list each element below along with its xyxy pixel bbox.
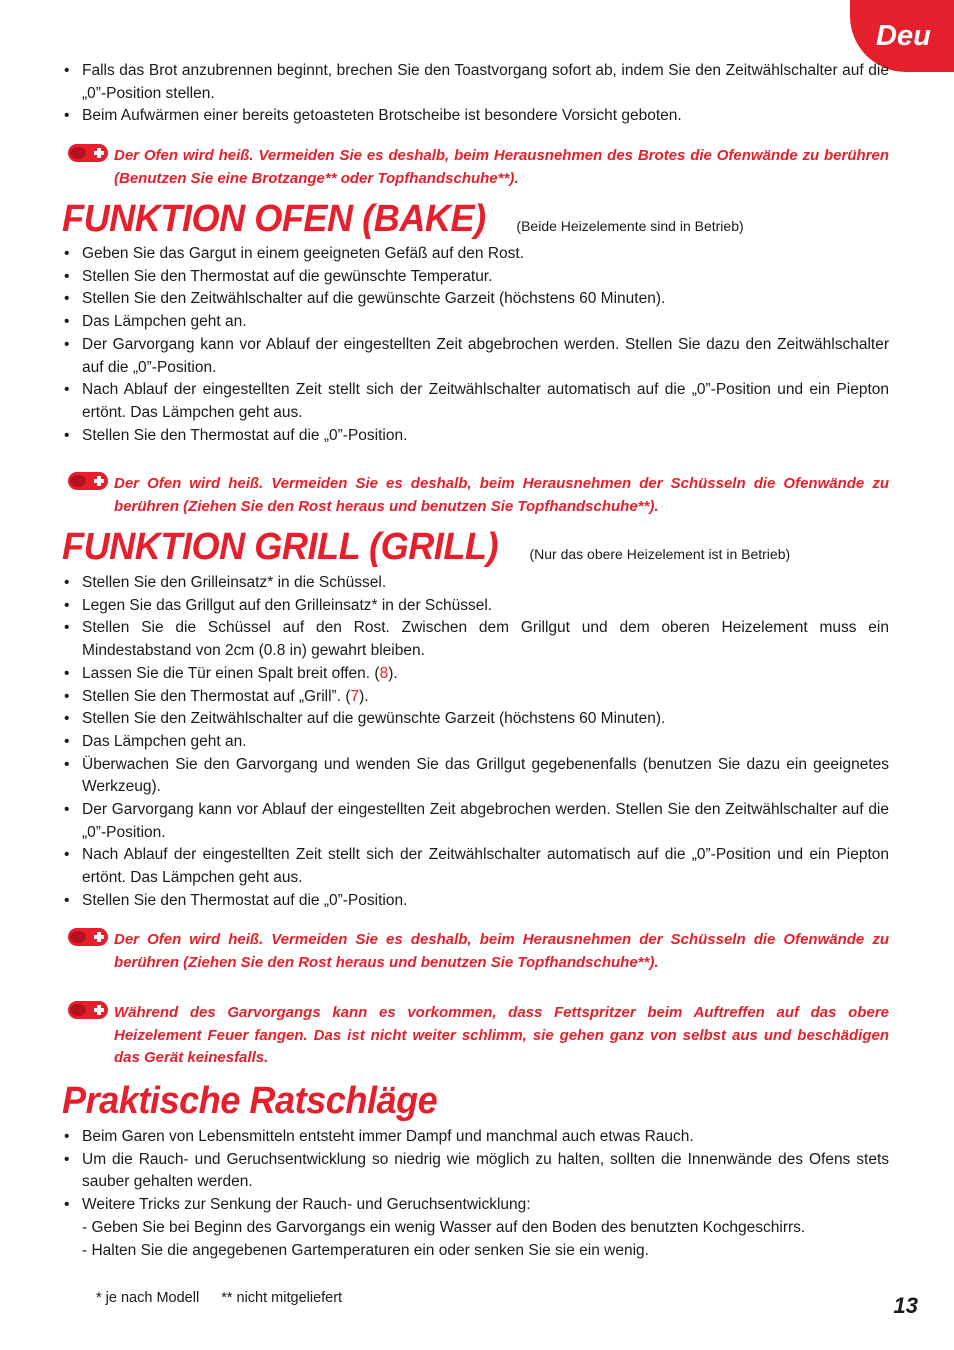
list-item: • Nach Ablauf der eingestellten Zeit stellt sich der Zeitwählschalter automatisch auf die „0”-Position und ein Piepton ertönt. Das Lämpchen geht aus.: [62, 379, 889, 424]
list-item: [62, 686, 889, 709]
list-item: [62, 1194, 889, 1262]
section-title: Praktische Ratschläge: [62, 1080, 438, 1122]
list-item: • Der Garvorgang kann vor Ablauf der eingestellten Zeit abgebrochen werden. Stellen Sie den Zeitwählschalter auf die „0”-Position.: [62, 799, 889, 844]
bake-list: [62, 243, 889, 447]
sub-item: - Geben Sie bei Beginn des Garvorgangs ein wenig Wasser auf den Boden des benutzten Kochgeschirrs.: [82, 1218, 806, 1236]
section-title: FUNKTION OFEN (BAKE): [62, 198, 486, 240]
section-heading-tips: [62, 1080, 889, 1123]
list-item: • Beim Aufwärmen einer bereits getoasteten Brotscheibe ist besondere Vorsicht geboten.: [62, 105, 889, 128]
item-text: Lassen Sie die Tür einen Spalt breit offen. (: [82, 664, 380, 682]
list-item: • Stellen Sie den Thermostat auf die „0”-Position.: [62, 425, 889, 448]
list-item: • Stellen Sie den Thermostat auf die „0”-Position.: [62, 890, 889, 913]
warning-hand-icon: [66, 998, 110, 1022]
warning-note: [62, 929, 889, 974]
list-item: • Beim Garen von Lebensmitteln entsteht immer Dampf und manchmal auch etwas Rauch.: [62, 1126, 889, 1149]
list-item: • Stellen Sie den Zeitwählschalter auf die gewünschte Garzeit (höchstens 60 Minuten).: [62, 288, 889, 311]
footnote: * je nach Modell: [96, 1290, 200, 1306]
footnote: ** nicht mitgeliefert: [221, 1290, 343, 1306]
warning-hand-icon: [66, 469, 110, 493]
list-item: • Falls das Brot anzubrennen beginnt, brechen Sie den Toastvorgang sofort ab, indem Sie den Zeitwählschalter auf die „0”-Position stellen.: [62, 60, 889, 105]
warning-hand-icon: [66, 925, 110, 949]
list-item: • Das Lämpchen geht an.: [62, 311, 889, 334]
list-item: • Geben Sie das Gargut in einem geeigneten Gefäß auf den Rost.: [62, 243, 889, 266]
warning-text: Der Ofen wird heiß. Vermeiden Sie es deshalb, beim Herausnehmen des Brotes die Ofenwände zu berühren (Benutzen Sie eine Brotzange** oder Topfhandschuhe**).: [114, 147, 889, 187]
list-item: • Um die Rauch- und Geruchsentwicklung so niedrig wie möglich zu halten, sollten die Innenwände des Ofens stets sauber gehalten werden.: [62, 1149, 889, 1194]
warning-note: [62, 1002, 889, 1070]
list-item: [62, 663, 889, 686]
warning-note: [62, 145, 889, 190]
intro-section: [62, 60, 889, 128]
figure-ref: 7: [350, 687, 360, 705]
page-number: 13: [893, 1293, 918, 1318]
section-title: FUNKTION GRILL (GRILL): [62, 526, 499, 568]
item-text: Weitere Tricks zur Senkung der Rauch- und Geruchsentwicklung:: [82, 1196, 531, 1214]
section-subtitle: (Beide Heizelemente sind in Betrieb): [516, 218, 744, 234]
list-item: • Stellen Sie den Grilleinsatz* in die Schüssel.: [62, 572, 889, 595]
list-item: • Überwachen Sie den Garvorgang und wenden Sie das Grillgut gegebenenfalls (benutzen Sie dazu ein geeignetes Werkzeug).: [62, 754, 889, 799]
list-item: • Der Garvorgang kann vor Ablauf der eingestellten Zeit abgebrochen werden. Stellen Sie dazu den Zeitwählschalter auf die „0”-Position.: [62, 334, 889, 379]
sub-item: - Halten Sie die angegebenen Gartemperaturen ein oder senken Sie sie ein wenig.: [82, 1241, 649, 1259]
list-item: • Stellen Sie die Schüssel auf den Rost. Zwischen dem Grillgut und dem oberen Heizelement muss ein Mindestabstand von 2cm (0.8 in) gewahrt bleiben.: [62, 617, 889, 662]
list-item: • Stellen Sie den Thermostat auf die gewünschte Temperatur.: [62, 266, 889, 289]
figure-ref: 8: [379, 664, 389, 682]
section-subtitle: (Nur das obere Heizelement ist in Betrieb): [529, 546, 791, 562]
footnotes: [96, 1290, 360, 1306]
warning-note: [62, 473, 889, 518]
grill-list: [62, 572, 889, 913]
warning-text: Der Ofen wird heiß. Vermeiden Sie es deshalb, beim Herausnehmen der Schüsseln die Ofenwände zu berühren (Ziehen Sie den Rost heraus und benutzen Sie Topfhandschuhe**).: [114, 931, 889, 971]
item-text-end: ).: [359, 687, 369, 705]
item-text: Stellen Sie den Thermostat auf „Grill”. (: [82, 687, 351, 705]
warning-hand-icon: [66, 141, 110, 165]
tips-list: [62, 1126, 889, 1262]
section-heading-bake: [62, 198, 889, 241]
section-heading-grill: [62, 526, 889, 569]
list-item: • Stellen Sie den Zeitwählschalter auf die gewünschte Garzeit (höchstens 60 Minuten).: [62, 708, 889, 731]
list-item: • Nach Ablauf der eingestellten Zeit stellt sich der Zeitwählschalter automatisch auf die „0”-Position und ein Piepton ertönt. Das Lämpchen geht aus.: [62, 844, 889, 889]
warning-text: Der Ofen wird heiß. Vermeiden Sie es deshalb, beim Herausnehmen der Schüsseln die Ofenwände zu berühren (Ziehen Sie den Rost heraus und benutzen Sie Topfhandschuhe**).: [114, 475, 889, 515]
language-tab: Deu: [850, 0, 954, 72]
item-text-end: ).: [388, 664, 398, 682]
warning-text: Während des Garvorgangs kann es vorkommen, dass Fettspritzer beim Auftreffen auf das obere Heizelement Feuer fangen. Das ist nicht weiter schlimm, sie gehen ganz von selbst aus und beschädigen das Gerät keinesfalls.: [114, 1004, 889, 1066]
list-item: • Legen Sie das Grillgut auf den Grilleinsatz* in der Schüssel.: [62, 595, 889, 618]
list-item: • Das Lämpchen geht an.: [62, 731, 889, 754]
